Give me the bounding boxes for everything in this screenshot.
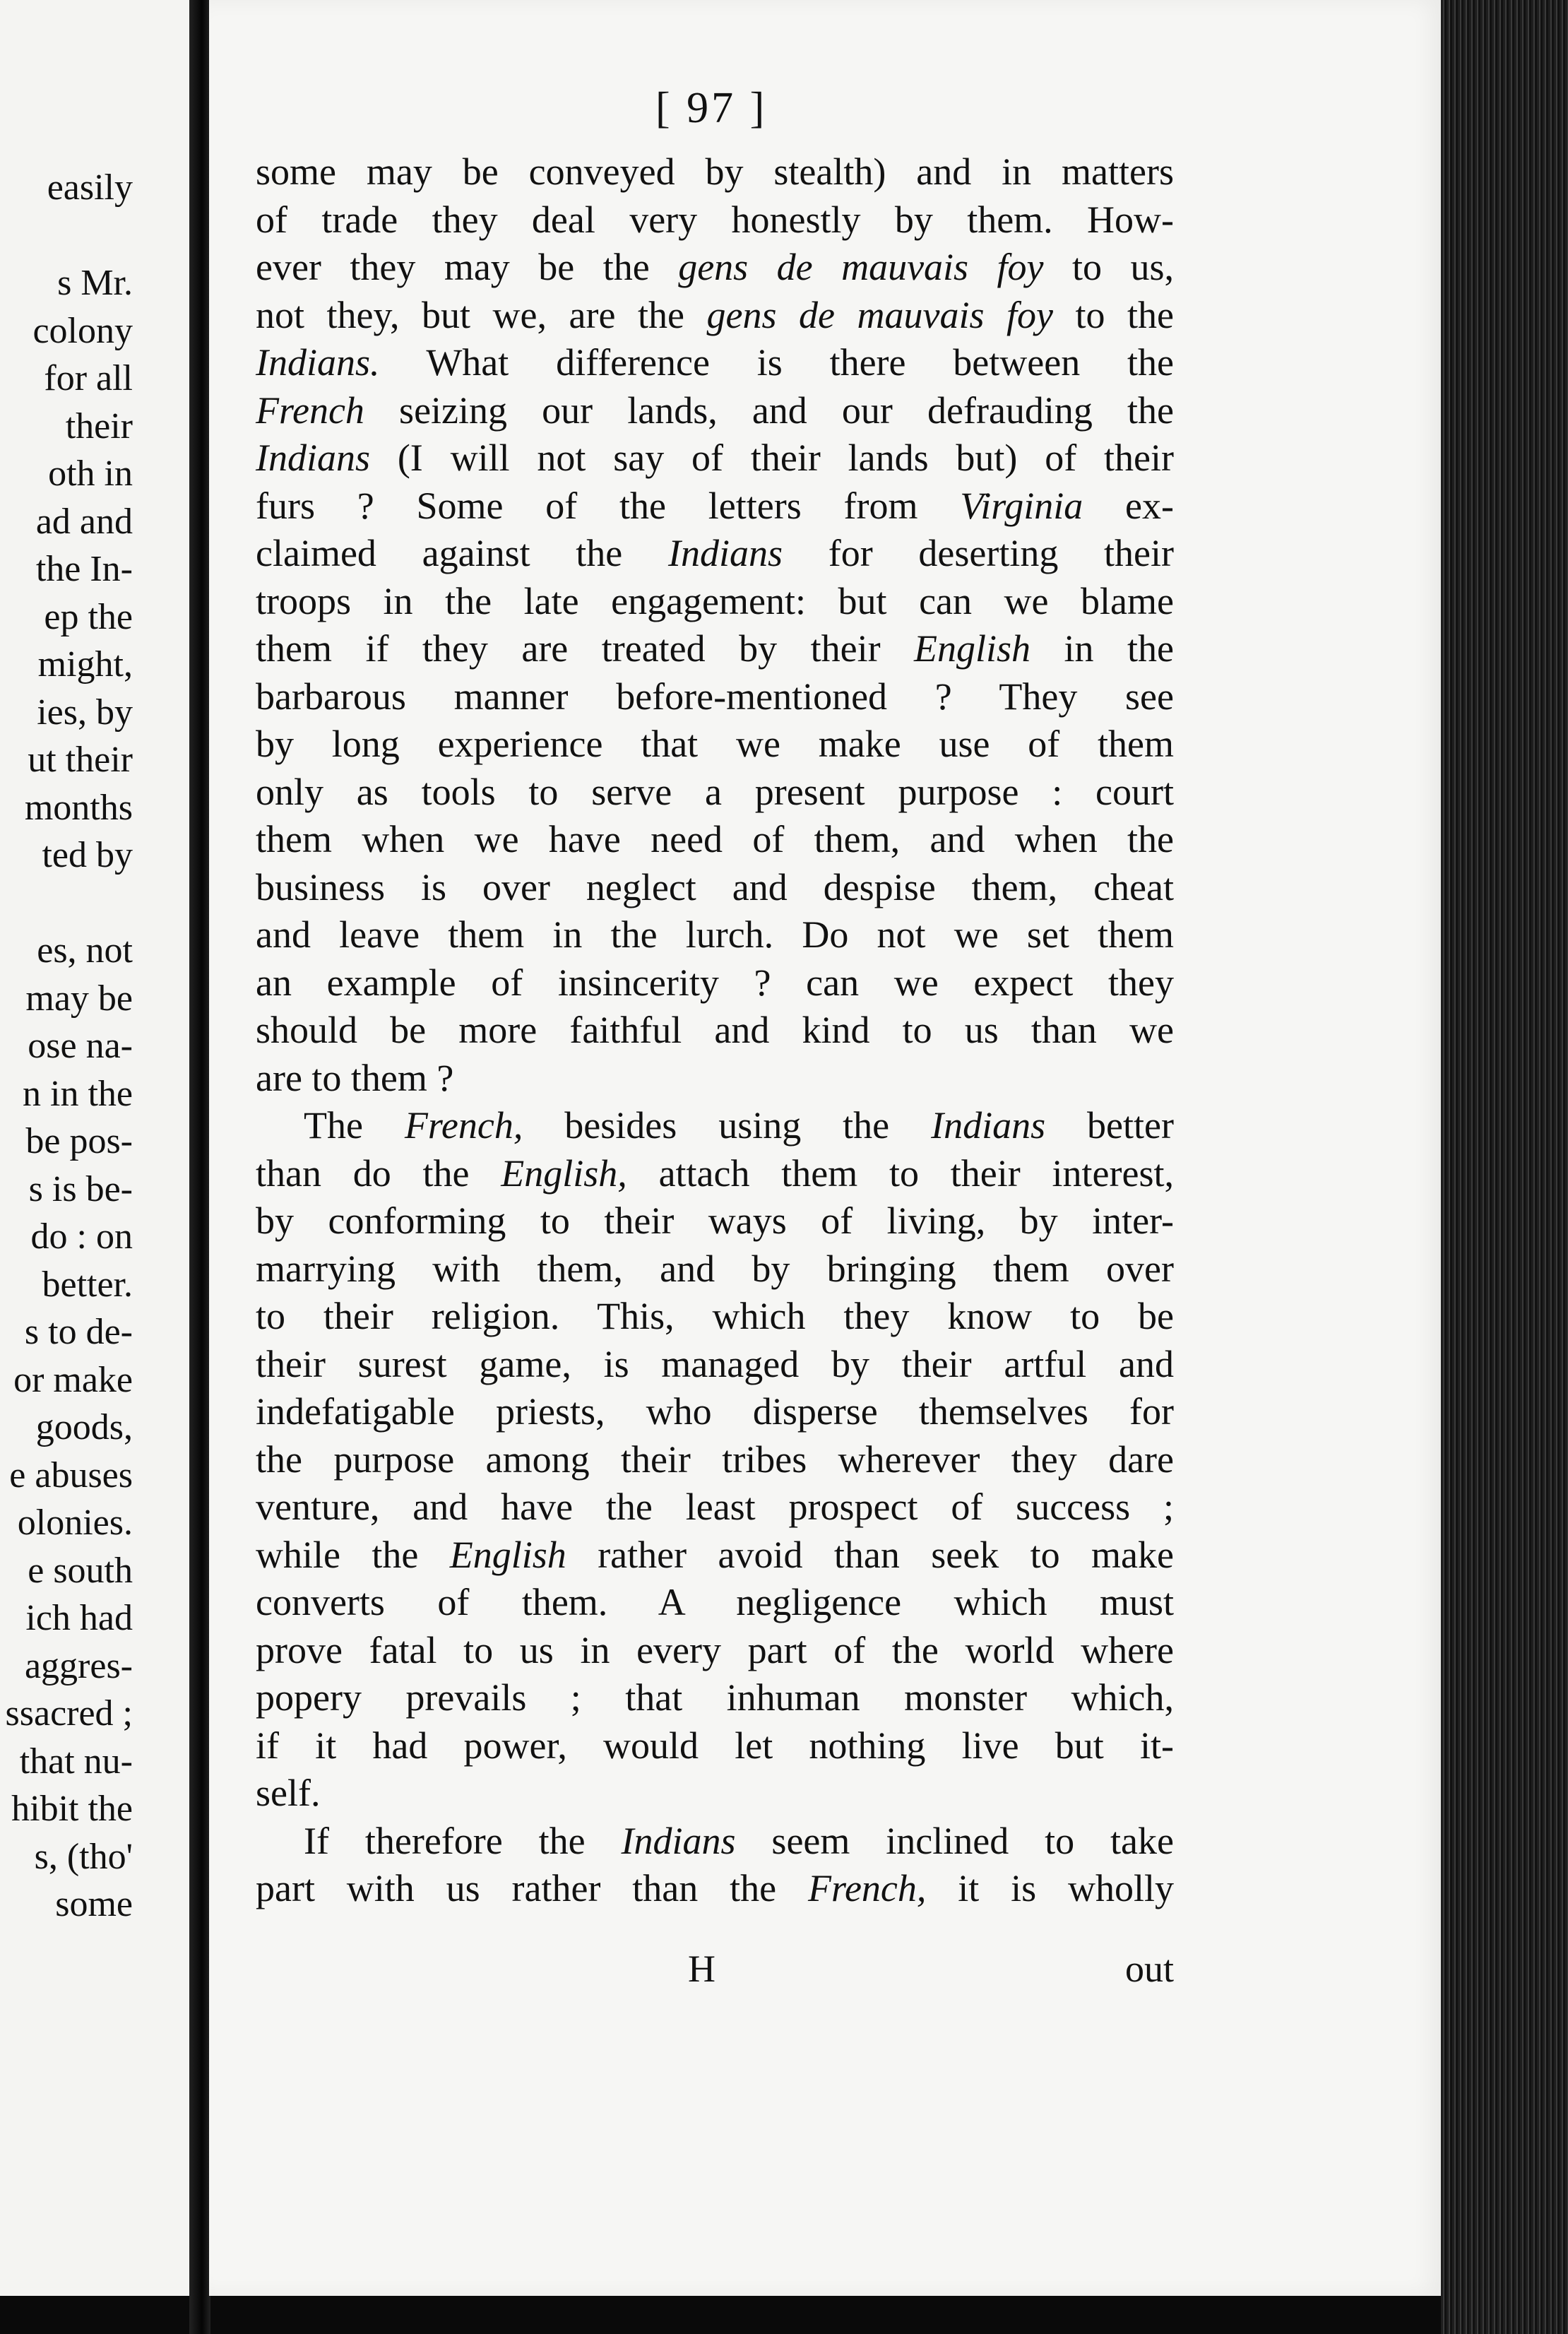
previous-page-line: hibit the [11, 1789, 133, 1829]
text-segment: seem inclined to take [735, 1819, 1174, 1862]
text-segment: the purpose among their tribes wherever they dare [256, 1438, 1174, 1481]
previous-page-line: olonies. [17, 1503, 133, 1543]
text-segment: to their religion. This, which they know to be [256, 1295, 1174, 1337]
text-segment: to us, [1043, 246, 1174, 288]
text-segment: marrying with them, and by bringing them over [256, 1247, 1174, 1290]
text-segment: than do the [256, 1151, 501, 1195]
previous-page-line: ies, by [37, 692, 133, 733]
italic-text: Virginia [960, 484, 1083, 527]
text-line [256, 625, 1174, 673]
page-footer [256, 1947, 1174, 1996]
text-line [256, 1865, 1174, 1913]
text-segment: What difference is there between the [379, 341, 1174, 384]
italic-text: gens de mauvais foy [678, 246, 1044, 288]
italic-text: English [914, 627, 1031, 670]
previous-page-line: s Mr. [57, 263, 133, 303]
text-segment: and leave them in the lurch. Do not we set them [256, 913, 1174, 956]
text-segment: claimed against the [256, 532, 668, 574]
italic-text: Indians [668, 532, 783, 574]
text-line [256, 1055, 1174, 1103]
text-line [256, 1245, 1174, 1293]
previous-page-line: be pos- [25, 1121, 133, 1161]
previous-page-line: ose na- [28, 1026, 133, 1066]
text-line [256, 1722, 1174, 1770]
previous-page-line: do : on [30, 1216, 133, 1257]
previous-page-line: colony [32, 310, 133, 351]
previous-page-line: for all [44, 358, 133, 398]
text-line [256, 1388, 1174, 1436]
text-segment: indefatigable priests, who disperse themselves for [256, 1390, 1174, 1433]
text-segment: should be more faithful and kind to us than we [256, 1009, 1174, 1051]
previous-page-line: better. [42, 1264, 133, 1305]
text-line [256, 1341, 1174, 1389]
italic-text: Indians [931, 1104, 1046, 1147]
previous-page-line: e abuses [9, 1455, 133, 1495]
text-line [256, 769, 1174, 817]
previous-page-line: ut their [28, 740, 133, 780]
stacked-page-edges [1441, 0, 1568, 2334]
text-segment: not they, but we, are the [256, 293, 707, 336]
text-segment: in the [1031, 627, 1174, 670]
previous-page-line: the In- [35, 549, 133, 589]
previous-page-line: some [55, 1884, 133, 1924]
text-line [256, 339, 1174, 387]
text-line [256, 148, 1174, 196]
text-line [256, 196, 1174, 244]
text-segment: part with us rather than the [256, 1867, 808, 1909]
previous-page-line: s, (tho' [34, 1836, 133, 1877]
previous-page-line: oth in [48, 454, 133, 494]
catchword: out [1124, 1948, 1174, 1990]
text-segment: furs ? Some of the letters from [256, 484, 961, 527]
previous-page-line: n in the [23, 1073, 133, 1114]
italic-text: French, [404, 1104, 523, 1147]
text-segment: are to them ? [256, 1056, 454, 1099]
text-segment: only as tools to serve a present purpose : court [256, 770, 1174, 813]
text-segment: self. [256, 1772, 321, 1814]
previous-page-line: ich had [25, 1598, 133, 1638]
text-line [256, 387, 1174, 435]
text-line [256, 244, 1174, 292]
text-line [256, 1627, 1174, 1675]
text-segment: (I will not say of their lands but) of their [370, 437, 1174, 479]
text-line [256, 1102, 1174, 1150]
previous-page-line: months [24, 787, 133, 828]
text-segment: rather avoid than seek to make [566, 1533, 1174, 1576]
previous-page-line: their [65, 405, 133, 446]
italic-text: French [256, 389, 364, 432]
text-segment: seizing our lands, and our defrauding the [364, 389, 1174, 432]
text-segment: them when we have need of them, and when the [256, 818, 1174, 860]
previous-page-line: e south [28, 1550, 133, 1591]
text-segment: them if they are treated by their [256, 627, 915, 670]
text-segment: venture, and have the least prospect of success ; [256, 1486, 1174, 1528]
text-segment: to the [1052, 293, 1174, 336]
body-text [256, 148, 1174, 1913]
text-segment: barbarous manner before-mentioned ? They see [256, 675, 1174, 718]
book-gutter [189, 0, 210, 2334]
text-segment: popery prevails ; that inhuman monster which, [256, 1676, 1174, 1719]
text-line [256, 1674, 1174, 1722]
previous-page-line: es, not [37, 930, 133, 971]
text-segment: converts of them. A negligence which must [256, 1581, 1174, 1623]
signature-mark: H [688, 1948, 715, 1990]
text-segment: by long experience that we make use of them [256, 723, 1174, 765]
text-line [256, 816, 1174, 864]
previous-page-line: easily [47, 167, 133, 208]
text-line [256, 959, 1174, 1007]
text-segment: it is wholly [926, 1867, 1174, 1909]
text-segment: ever they may be the [256, 246, 679, 288]
previous-page-line: might, [37, 644, 133, 685]
previous-page-line: s to de- [24, 1312, 133, 1352]
text-segment: The [304, 1104, 405, 1147]
previous-page-line: ep the [44, 596, 133, 637]
text-line [256, 1483, 1174, 1532]
text-segment: their surest game, is managed by their artful and [256, 1342, 1174, 1385]
text-segment: while the [256, 1533, 450, 1576]
text-segment: besides using the [523, 1104, 932, 1147]
text-line [256, 911, 1174, 959]
text-line [256, 1293, 1174, 1341]
text-segment: some may be conveyed by stealth) and in matters [256, 150, 1174, 193]
previous-page-line: that nu- [19, 1741, 133, 1782]
italic-text: French, [807, 1867, 927, 1909]
text-segment: for deserting their [783, 532, 1175, 574]
italic-text: Indians [256, 437, 370, 479]
text-segment: prove fatal to us in every part of the world where [256, 1628, 1174, 1671]
text-line [256, 673, 1174, 721]
text-line [256, 1436, 1174, 1484]
previous-page-line: ted by [42, 835, 133, 875]
text-line [256, 434, 1174, 482]
text-line [256, 721, 1174, 769]
text-line [256, 1007, 1174, 1055]
text-segment: better [1045, 1104, 1174, 1147]
text-line [256, 864, 1174, 912]
italic-text: gens de mauvais foy [706, 293, 1053, 336]
text-segment: of trade they deal very honestly by them. How- [256, 198, 1174, 241]
text-segment: attach them to their interest, [626, 1151, 1174, 1195]
previous-page-line: ssacred ; [5, 1693, 133, 1734]
previous-page-line: may be [25, 978, 133, 1019]
text-line [256, 1150, 1174, 1198]
text-line [256, 1818, 1174, 1866]
text-line [256, 482, 1174, 531]
text-segment: by conforming to their ways of living, by inter- [256, 1199, 1174, 1242]
italic-text: Indians. [256, 341, 380, 384]
previous-page-line: aggres- [24, 1645, 133, 1686]
previous-page-line: goods, [35, 1407, 133, 1447]
previous-page-line: or make [13, 1359, 133, 1400]
italic-text: English, [501, 1151, 627, 1195]
text-line [256, 1532, 1174, 1580]
text-segment: business is over neglect and despise them, cheat [256, 865, 1174, 908]
text-segment: ex- [1083, 484, 1175, 527]
previous-page-fragment [0, 0, 194, 2296]
previous-page-line: ad and [35, 501, 133, 542]
text-segment: if it had power, would let nothing live but it- [256, 1724, 1174, 1767]
text-line [256, 1579, 1174, 1627]
text-line [256, 1770, 1174, 1818]
italic-text: Indians [621, 1819, 736, 1862]
text-line [256, 292, 1174, 340]
text-segment: If therefore the [304, 1819, 622, 1862]
page-number: [ 97 ] [655, 84, 768, 132]
text-line [256, 578, 1174, 626]
previous-page-line: s is be- [28, 1168, 133, 1209]
italic-text: English [449, 1533, 566, 1576]
text-line [256, 530, 1174, 578]
text-segment: troops in the late engagement: but can we blame [256, 579, 1174, 622]
text-segment: an example of insincerity ? can we expect they [256, 961, 1174, 1004]
text-line [256, 1197, 1174, 1245]
